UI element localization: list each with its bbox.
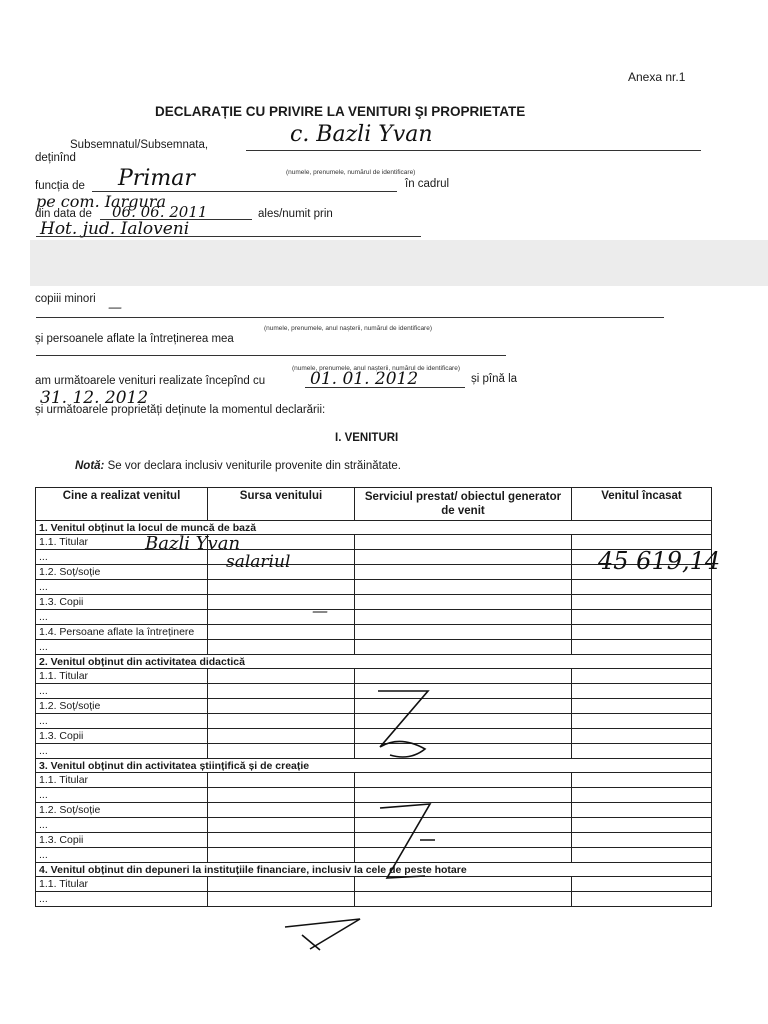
table-cell <box>208 848 355 863</box>
header-serviciul: Serviciul prestat/ obiectul generator de venit <box>355 488 572 521</box>
table-row <box>36 892 712 907</box>
table-cell <box>208 580 355 595</box>
table-row <box>36 640 712 655</box>
table-cell <box>208 892 355 907</box>
table-cell <box>572 877 712 892</box>
table-cell: 1.1. Titular <box>36 877 208 892</box>
table-cell <box>208 833 355 848</box>
table-cell <box>355 773 572 788</box>
amount-handwritten: 45 619,14 <box>598 547 721 575</box>
table-cell <box>208 699 355 714</box>
ales-value: Hot. jud. Ialoveni <box>40 219 190 239</box>
table-cell: ... <box>36 580 208 595</box>
titular-name-handwritten: Bazli Yvan <box>145 533 241 554</box>
table-cell: ... <box>36 714 208 729</box>
table-cell <box>208 729 355 744</box>
table-row <box>36 669 712 684</box>
subsemnatul-value: c. Bazli Yvan <box>290 122 433 147</box>
table-cell <box>572 744 712 759</box>
document-title: DECLARAȚIE CU PRIVIRE LA VENITURI ŞI PROPRIETATE <box>155 104 526 119</box>
functia-label: funcția de <box>35 180 85 192</box>
table-cell <box>572 818 712 833</box>
table-cell: 1.2. Soț/soție <box>36 565 208 580</box>
table-cell <box>355 892 572 907</box>
table-cell <box>208 625 355 640</box>
redacted-area <box>30 240 768 286</box>
source-handwritten: salariul <box>226 552 291 572</box>
table-cell <box>355 640 572 655</box>
table-cell <box>572 669 712 684</box>
table-cell <box>208 788 355 803</box>
note-label: Notă: <box>75 460 105 472</box>
table-cell <box>572 625 712 640</box>
table-cell: ... <box>36 640 208 655</box>
table-cell <box>572 892 712 907</box>
note-text: Se vor declara inclusiv veniturile provenite din străinătate. <box>107 460 401 472</box>
not-applicable-mark <box>280 915 370 955</box>
table-cell <box>355 550 572 565</box>
persoane-hint: (numele, prenumele, anul nașterii, numărul de identificare) <box>292 365 461 372</box>
name-hint: (numele, prenumele, numărul de identificare) <box>286 169 416 176</box>
table-section-title: 3. Venitul obținut din activitatea științifică și de creație <box>36 759 712 773</box>
subsemnatul-line <box>246 150 701 151</box>
table-cell: ... <box>36 818 208 833</box>
table-cell: ... <box>36 684 208 699</box>
table-cell <box>355 669 572 684</box>
table-cell <box>572 788 712 803</box>
table-cell: 1.1. Titular <box>36 773 208 788</box>
ales-label: ales/numit prin <box>258 208 333 220</box>
table-cell <box>572 848 712 863</box>
annex-label: Anexa nr.1 <box>628 70 686 84</box>
table-cell <box>208 610 355 625</box>
table-cell <box>208 803 355 818</box>
table-row <box>36 773 712 788</box>
table-cell: ... <box>36 550 208 565</box>
table-cell: ... <box>36 744 208 759</box>
table-cell <box>208 877 355 892</box>
table-cell <box>572 699 712 714</box>
persoane-line <box>36 355 506 356</box>
din-data-label: din data de <box>35 208 92 220</box>
venituri-label: am următoarele venituri realizate începînd cu <box>35 375 266 387</box>
table-row <box>36 610 712 625</box>
in-cadrul-label: în cadrul <box>405 178 450 190</box>
table-cell <box>208 714 355 729</box>
table-cell <box>355 580 572 595</box>
header-sursa: Sursa venitului <box>208 488 355 521</box>
table-cell <box>208 669 355 684</box>
table-cell: 1.2. Soț/soție <box>36 803 208 818</box>
table-cell <box>355 535 572 550</box>
table-cell: ... <box>36 848 208 863</box>
venituri-from: 01. 01. 2012 <box>310 369 419 389</box>
table-section-title: 1. Venitul obținut la locul de muncă de bază <box>36 521 712 535</box>
table-cell: ... <box>36 788 208 803</box>
table-cell <box>355 625 572 640</box>
table-cell <box>572 773 712 788</box>
table-cell: 1.1. Titular <box>36 669 208 684</box>
table-section-row <box>36 521 712 535</box>
copii-dash-handwritten: — <box>312 601 328 620</box>
table-cell <box>572 684 712 699</box>
table-cell <box>208 684 355 699</box>
table-row <box>36 595 712 610</box>
copii-line <box>36 317 664 318</box>
table-cell: ... <box>36 610 208 625</box>
ales-line <box>36 236 421 237</box>
table-header-row <box>36 488 712 521</box>
copii-value: — <box>108 300 122 316</box>
table-cell: 1.3. Copii <box>36 595 208 610</box>
copii-hint: (numele, prenumele, anul nașterii, numărul de identificare) <box>264 325 433 332</box>
table-cell <box>355 595 572 610</box>
table-cell <box>572 714 712 729</box>
employer-value: pe com. Iargura <box>36 192 166 211</box>
subsemnatul-label: Subsemnatul/Subsemnata, <box>70 139 209 151</box>
table-row <box>36 580 712 595</box>
table-cell <box>572 640 712 655</box>
din-data-value: 06. 06. 2011 <box>112 203 208 221</box>
table-cell: ... <box>36 892 208 907</box>
table-section-title: 2. Venitul obținut din activitatea didactică <box>36 655 712 669</box>
persoane-label: și persoanele aflate la întreținerea mea <box>35 333 234 345</box>
copii-label: copiii minori <box>35 293 96 305</box>
table-cell: 1.3. Copii <box>36 729 208 744</box>
table-cell: 1.4. Persoane aflate la întreținere <box>36 625 208 640</box>
table-cell: 1.3. Copii <box>36 833 208 848</box>
si-pina-label: și pînă la <box>471 373 518 385</box>
table-cell <box>355 565 572 580</box>
functia-value: Primar <box>118 166 195 191</box>
table-cell <box>208 595 355 610</box>
section-title: I. VENITURI <box>335 432 399 444</box>
not-applicable-mark <box>365 800 445 885</box>
note <box>75 460 401 472</box>
table-cell <box>208 744 355 759</box>
table-cell <box>355 610 572 625</box>
table-cell <box>572 833 712 848</box>
table-cell <box>572 729 712 744</box>
header-venitul: Venitul încasat <box>572 488 712 521</box>
table-cell <box>208 640 355 655</box>
table-cell: 1.2. Soț/soție <box>36 699 208 714</box>
table-cell: 1.1. Titular <box>36 535 208 550</box>
table-row <box>36 625 712 640</box>
table-cell <box>572 610 712 625</box>
table-cell <box>572 803 712 818</box>
table-cell <box>208 818 355 833</box>
not-applicable-mark <box>370 685 450 765</box>
table-section-title: 4. Venitul obținut din depuneri la instituțiile financiare, inclusiv la cele de peste hotare <box>36 863 712 877</box>
header-cine: Cine a realizat venitul <box>36 488 208 521</box>
table-cell <box>208 773 355 788</box>
detinind-label: deținînd <box>35 152 76 164</box>
proprietati-label: și următoarele proprietăți deținute la momentul declarării: <box>35 404 326 416</box>
table-cell <box>572 595 712 610</box>
table-cell <box>572 580 712 595</box>
venituri-to: 31. 12. 2012 <box>40 388 149 408</box>
table-section-row <box>36 655 712 669</box>
